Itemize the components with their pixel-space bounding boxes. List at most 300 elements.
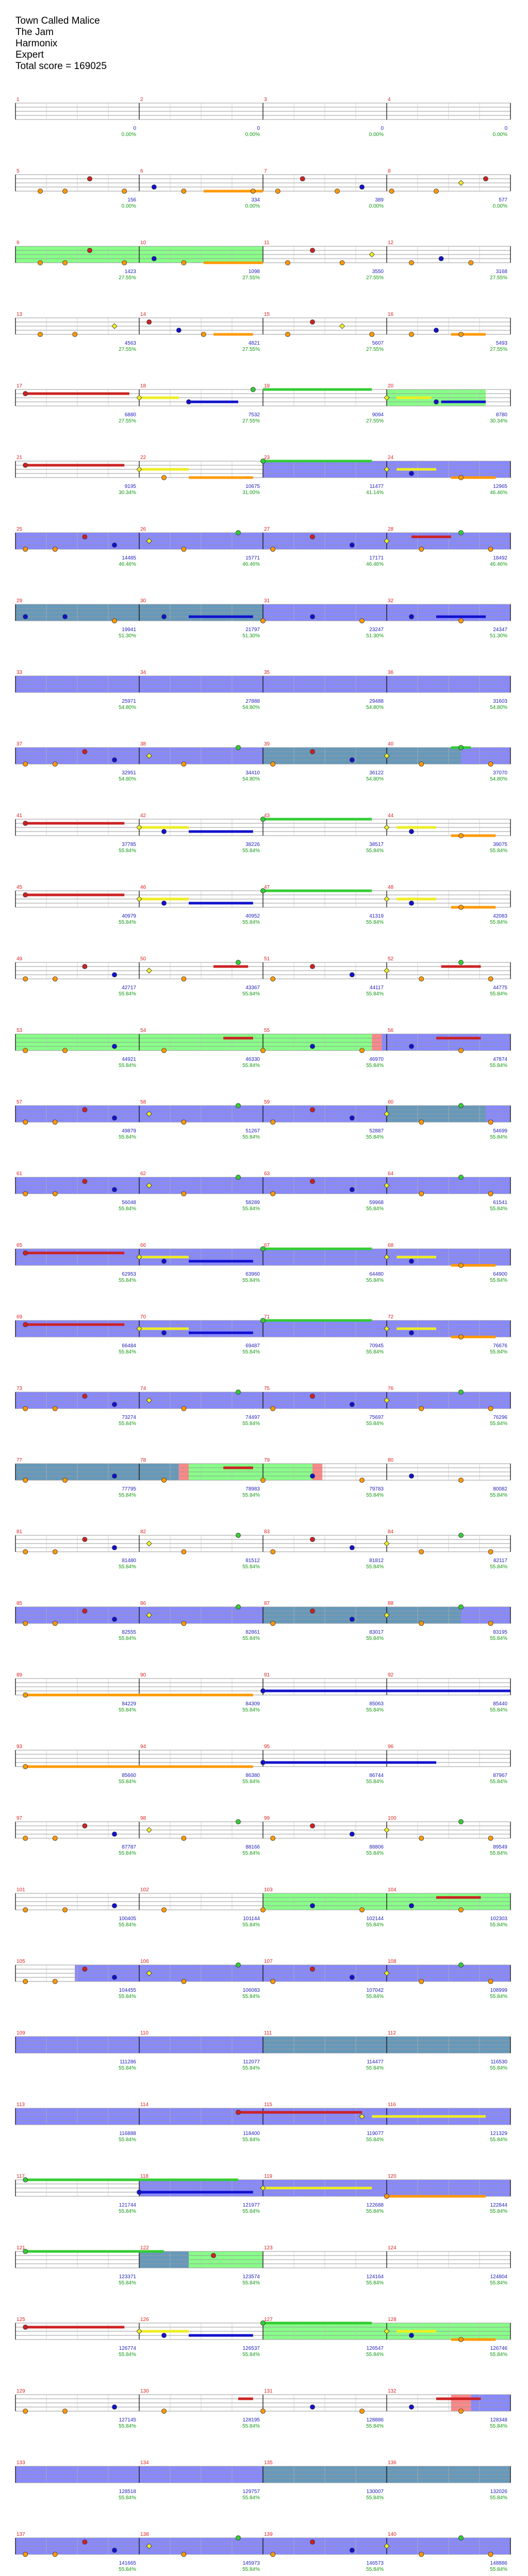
note-gem [236, 531, 241, 535]
measure-percent: 55.84% [490, 1134, 507, 1140]
measure-percent: 51.30% [119, 633, 136, 639]
note-gem [310, 248, 315, 253]
note-gem [23, 977, 28, 981]
measure-percent: 55.84% [490, 2137, 507, 2143]
measure-number: 6 [140, 168, 143, 174]
measure-number: 104 [388, 1887, 397, 1893]
measure-number: 93 [16, 1744, 23, 1750]
sustain-bar [189, 477, 253, 479]
measure-score: 4821 [248, 341, 260, 346]
note-gem [459, 2409, 464, 2414]
measure-score: 89549 [493, 1844, 507, 1850]
note-gem [384, 825, 389, 830]
staff-row [15, 1099, 510, 1140]
note-gem [182, 261, 186, 265]
measure-percent: 55.84% [119, 1493, 136, 1498]
staff-row [15, 1529, 510, 1570]
measure-percent: 55.84% [366, 2567, 384, 2572]
sustain-bar [189, 401, 238, 403]
note-gem [459, 1605, 464, 1609]
measure-number: 111 [264, 2030, 272, 2036]
note-gem [459, 1478, 464, 1483]
sustain-bar [213, 965, 248, 968]
note-gem [360, 1908, 365, 1912]
staff-row [15, 1314, 510, 1355]
note-gem [182, 1621, 186, 1626]
measure-percent: 55.84% [490, 2352, 507, 2358]
note-gem [310, 320, 315, 325]
note-gem [261, 1908, 266, 1912]
sustain-bar [263, 890, 372, 892]
measure-percent: 46.46% [119, 562, 136, 567]
measure-score: 29488 [369, 699, 384, 704]
note-gem [146, 1541, 152, 1546]
measure-percent: 27.55% [490, 347, 507, 352]
measure-number: 7 [264, 168, 267, 174]
sustain-bar [213, 333, 253, 336]
measure-score: 75697 [369, 1415, 384, 1420]
measure-score: 114477 [367, 2059, 384, 2065]
note-gem [310, 615, 315, 619]
measure-number: 72 [388, 1314, 394, 1320]
note-gem [53, 762, 57, 767]
measure-number: 89 [16, 1672, 23, 1678]
note-gem [53, 547, 57, 552]
measure-percent: 27.55% [242, 418, 260, 424]
note-gem [335, 189, 340, 194]
note-gem [23, 1120, 28, 1125]
measure-number: 132 [388, 2388, 397, 2394]
note-gem [310, 964, 315, 969]
sustain-bar [263, 2322, 372, 2325]
measure-percent: 55.84% [490, 1636, 507, 1641]
measure-number: 19 [264, 383, 270, 389]
measure-percent: 55.84% [490, 1421, 507, 1427]
note-gem [419, 1979, 424, 1984]
note-gem [236, 1605, 241, 1609]
measure-percent: 55.84% [119, 1063, 136, 1069]
note-gem [112, 1975, 117, 1980]
measure-number: 84 [388, 1529, 394, 1535]
measure-score: 5493 [496, 341, 507, 346]
measure-number: 16 [388, 312, 394, 317]
sustain-bar [451, 477, 496, 479]
note-gem [137, 2190, 142, 2195]
note-gem [459, 1963, 464, 1968]
measure-percent: 46.46% [490, 562, 507, 567]
measure-number: 135 [264, 2460, 273, 2466]
note-gem [488, 977, 493, 981]
note-gem [488, 1192, 493, 1196]
measure-score: 40979 [122, 913, 136, 919]
measure-score: 88166 [245, 1844, 260, 1850]
note-gem [152, 185, 156, 190]
measure-number: 106 [140, 1959, 149, 1964]
measure-percent: 55.84% [366, 2495, 384, 2501]
sustain-bar [25, 1324, 124, 1326]
sustain-bar [263, 818, 372, 821]
measure-percent: 55.84% [242, 1851, 260, 1856]
note-gem [419, 547, 424, 552]
sustain-bar [436, 1896, 481, 1899]
measure-number: 2 [140, 97, 143, 103]
note-gem [112, 543, 117, 548]
measure-percent: 55.84% [242, 1994, 260, 1999]
measure-number: 105 [16, 1959, 25, 1964]
measure-percent: 55.84% [119, 2352, 136, 2358]
measure-percent: 55.84% [490, 848, 507, 854]
measure-number: 103 [264, 1887, 273, 1893]
measure-score: 23247 [369, 627, 384, 633]
note-gem [112, 1116, 117, 1121]
measure-score: 63960 [245, 1272, 260, 1277]
measure-score: 25971 [122, 699, 136, 704]
note-gem [236, 2110, 241, 2115]
note-gem [409, 1044, 414, 1049]
measure-percent: 55.84% [490, 2065, 507, 2071]
note-gem [182, 189, 186, 194]
measure-percent: 55.84% [366, 1707, 384, 1713]
measure-percent: 55.84% [119, 1349, 136, 1355]
note-gem [419, 2552, 424, 2557]
measure-percent: 55.84% [119, 1922, 136, 1928]
measure-score: 14485 [122, 555, 136, 561]
measure-percent: 51.30% [366, 633, 384, 639]
measure-percent: 55.84% [490, 1851, 507, 1856]
measure-number: 29 [16, 598, 23, 604]
note-gem [286, 332, 290, 337]
note-gem [409, 901, 414, 906]
staff-row [15, 240, 510, 281]
note-gem [360, 1478, 365, 1483]
song-artist: The Jam [15, 27, 54, 38]
measure-percent: 27.55% [119, 418, 136, 424]
measure-number: 78 [140, 1458, 146, 1463]
measure-number: 41 [16, 813, 23, 819]
note-gem [82, 2540, 87, 2545]
note-gem [182, 1979, 186, 1984]
measure-number: 64 [388, 1171, 394, 1177]
note-gem [409, 2333, 414, 2338]
measure-score: 54699 [493, 1128, 507, 1134]
measure-number: 61 [16, 1171, 23, 1177]
note-gem [23, 392, 28, 396]
staff-row [15, 455, 510, 496]
note-gem [271, 977, 275, 981]
measure-score: 334 [251, 197, 260, 203]
staff-row [15, 527, 510, 567]
note-gem [162, 1331, 167, 1335]
note-gem [350, 1116, 354, 1121]
sustain-bar [263, 1761, 436, 1764]
measure-number: 76 [388, 1386, 394, 1392]
note-gem [23, 762, 28, 767]
measure-percent: 55.84% [242, 1134, 260, 1140]
measure-score: 46330 [245, 1057, 260, 1062]
note-gem [112, 1832, 117, 1837]
measure-score: 128518 [119, 2489, 136, 2495]
note-gem [211, 2253, 216, 2258]
note-gem [38, 189, 43, 194]
song-title: Town Called Malice [15, 15, 100, 26]
measure-percent: 55.84% [119, 1636, 136, 1641]
measure-percent: 55.84% [490, 2209, 507, 2214]
measure-percent: 41.14% [366, 490, 384, 496]
measure-score: 127145 [119, 2417, 136, 2423]
note-gem [236, 745, 241, 750]
note-gem [434, 400, 439, 404]
measure-score: 106083 [242, 1988, 260, 1993]
measure-number: 129 [16, 2388, 25, 2394]
sustain-bar [436, 2398, 481, 2400]
staff-row [15, 1959, 510, 1999]
measure-percent: 55.84% [242, 1779, 260, 1785]
measure-score: 128886 [366, 2417, 384, 2423]
note-gem [63, 1048, 68, 1053]
note-gem [122, 189, 127, 194]
measure-number: 43 [264, 813, 270, 819]
measure-percent: 55.84% [242, 2209, 260, 2214]
note-gem [63, 189, 68, 194]
sustain-bar [139, 826, 189, 829]
note-gem [236, 2536, 241, 2540]
measure-number: 75 [264, 1386, 270, 1392]
note-gem [23, 1478, 28, 1483]
sustain-bar [139, 2330, 189, 2333]
measure-score: 52887 [369, 1128, 384, 1134]
staff-row [15, 1672, 510, 1713]
sustain-bar [25, 822, 124, 825]
sustain-bar [411, 536, 451, 538]
measure-number: 17 [16, 383, 23, 389]
measure-score: 31603 [493, 699, 507, 704]
measure-number: 100 [388, 1816, 397, 1821]
measure-score: 83017 [369, 1630, 384, 1635]
measure-score: 12965 [493, 484, 507, 489]
sustain-bar [263, 1690, 510, 1692]
staff-row [15, 1887, 510, 1928]
measure-percent: 55.84% [490, 1063, 507, 1069]
note-gem [182, 762, 186, 767]
note-gem [340, 261, 344, 265]
measure-number: 70 [140, 1314, 146, 1320]
note-gem [350, 1546, 354, 1550]
measure-number: 54 [140, 1028, 146, 1033]
measure-score: 119077 [367, 2131, 384, 2137]
measure-score: 121744 [119, 2202, 136, 2208]
note-gem [137, 896, 142, 902]
measure-number: 90 [140, 1672, 146, 1678]
measure-number: 112 [388, 2030, 396, 2036]
measure-number: 99 [264, 1816, 270, 1821]
measure-percent: 0.00% [245, 204, 260, 209]
measure-percent: 55.84% [242, 1493, 260, 1498]
measure-number: 126 [140, 2317, 149, 2323]
note-gem [488, 1550, 493, 1554]
measure-score: 3168 [496, 269, 507, 275]
sustain-bar [139, 1328, 189, 1330]
note-gem [261, 1689, 266, 1693]
measure-score: 61541 [493, 1200, 507, 1206]
measure-percent: 51.30% [242, 633, 260, 639]
measure-percent: 55.84% [490, 991, 507, 997]
measure-score: 101144 [243, 1916, 260, 1922]
measure-number: 108 [388, 1959, 397, 1964]
measure-percent: 54.80% [366, 705, 384, 710]
note-gem [350, 1832, 354, 1837]
sustain-bar [451, 333, 486, 336]
note-gem [23, 1765, 28, 1769]
sustain-bar [139, 468, 189, 471]
measure-score: 85440 [493, 1701, 507, 1707]
measure-number: 117 [16, 2174, 25, 2179]
measure-score: 102303 [490, 1916, 507, 1922]
measure-number: 85 [16, 1601, 23, 1606]
measure-number: 25 [16, 527, 23, 532]
note-gem [23, 463, 28, 468]
staff-row [15, 2030, 510, 2071]
measure-score: 1098 [248, 269, 260, 275]
note-gem [112, 1474, 117, 1479]
note-gem [82, 1179, 87, 1184]
note-gem [360, 185, 365, 190]
measure-number: 42 [140, 813, 146, 819]
measure-number: 115 [264, 2102, 272, 2108]
note-gem [112, 2405, 117, 2410]
note-gem [419, 1621, 424, 1626]
note-gem [488, 762, 493, 767]
note-gem [350, 2548, 354, 2553]
measure-percent: 55.84% [119, 1421, 136, 1427]
measure-percent: 0.00% [245, 132, 260, 138]
note-gem [182, 547, 186, 552]
note-gem [236, 1820, 241, 1824]
measure-percent: 55.84% [366, 2209, 384, 2214]
measure-number: 69 [16, 1314, 23, 1320]
note-gem [271, 1192, 275, 1196]
measure-number: 22 [140, 455, 146, 461]
note-gem [53, 1836, 57, 1841]
measure-score: 51267 [245, 1128, 260, 1134]
measure-number: 124 [388, 2245, 397, 2251]
measure-percent: 0.00% [121, 204, 136, 209]
measure-number: 131 [264, 2388, 273, 2394]
measure-score: 78983 [245, 1486, 260, 1492]
measure-number: 96 [388, 1744, 394, 1750]
measure-number: 53 [16, 1028, 23, 1033]
note-gem [23, 2552, 28, 2557]
measure-number: 66 [140, 1243, 146, 1248]
measure-percent: 55.84% [242, 2137, 260, 2143]
measure-percent: 55.84% [366, 920, 384, 925]
note-gem [23, 821, 28, 826]
measure-score: 37785 [122, 842, 136, 848]
measure-number: 59 [264, 1099, 270, 1105]
note-gem [459, 960, 464, 965]
measure-score: 122688 [366, 2202, 384, 2208]
measure-score: 577 [499, 197, 507, 203]
note-gem [23, 1406, 28, 1411]
measure-number: 32 [388, 598, 394, 604]
staff-row [15, 2460, 510, 2501]
note-gem [419, 1192, 424, 1196]
measure-number: 79 [264, 1458, 270, 1463]
measure-score: 8780 [496, 412, 507, 418]
measure-percent: 31.00% [242, 490, 260, 496]
note-gem [261, 1048, 266, 1053]
measure-score: 128195 [242, 2417, 260, 2423]
measure-score: 38226 [245, 842, 260, 848]
note-gem [350, 1402, 354, 1407]
note-gem [459, 476, 464, 480]
measure-percent: 27.55% [366, 418, 384, 424]
measure-score: 122844 [490, 2202, 507, 2208]
measure-percent: 51.30% [490, 633, 507, 639]
measure-score: 62953 [122, 1272, 136, 1277]
measure-score: 121329 [490, 2131, 507, 2137]
measure-score: 156 [127, 197, 136, 203]
note-gem [488, 1406, 493, 1411]
measure-percent: 55.84% [119, 991, 136, 997]
note-gem [88, 248, 92, 253]
measure-score: 18492 [493, 555, 507, 561]
note-gem [271, 1836, 275, 1841]
note-gem [152, 257, 156, 261]
sustain-bar [238, 2398, 253, 2400]
measure-score: 66484 [122, 1343, 136, 1349]
measure-number: 140 [388, 2532, 397, 2537]
measure-score: 9094 [372, 412, 384, 418]
measure-percent: 55.84% [490, 1206, 507, 1212]
note-gem [53, 1621, 57, 1626]
measure-percent: 55.84% [490, 2424, 507, 2429]
note-gem [488, 1979, 493, 1984]
sustain-bar [189, 616, 253, 618]
measure-percent: 46.46% [242, 562, 260, 567]
note-gem [182, 1836, 186, 1841]
measure-percent: 55.84% [366, 1779, 384, 1785]
staff-row [15, 885, 510, 925]
measure-percent: 55.84% [242, 2424, 260, 2429]
sustain-bar [397, 826, 436, 829]
measure-number: 101 [16, 1887, 25, 1893]
measure-score: 6880 [124, 412, 136, 418]
note-gem [271, 1406, 275, 1411]
note-gem [488, 1836, 493, 1841]
note-gem [38, 261, 43, 265]
sustain-bar [263, 460, 372, 463]
measure-number: 36 [388, 670, 394, 675]
measure-number: 39 [264, 741, 270, 747]
sustain-bar [139, 1256, 189, 1259]
measure-number: 56 [388, 1028, 394, 1033]
note-gem [63, 1478, 68, 1483]
note-gem [82, 750, 87, 754]
note-gem [23, 1251, 28, 1256]
note-gem [112, 619, 117, 623]
note-gem [300, 177, 305, 181]
note-gem [350, 1617, 354, 1622]
measure-number: 127 [264, 2317, 273, 2323]
sustain-bar [139, 2191, 253, 2194]
note-gem [23, 893, 28, 897]
measure-score: 145973 [242, 2561, 260, 2566]
sustain-bar [263, 2187, 372, 2190]
sustain-bar [397, 2330, 436, 2333]
measure-number: 113 [16, 2102, 25, 2108]
note-gem [82, 1108, 87, 1112]
measure-percent: 55.84% [242, 1278, 260, 1283]
